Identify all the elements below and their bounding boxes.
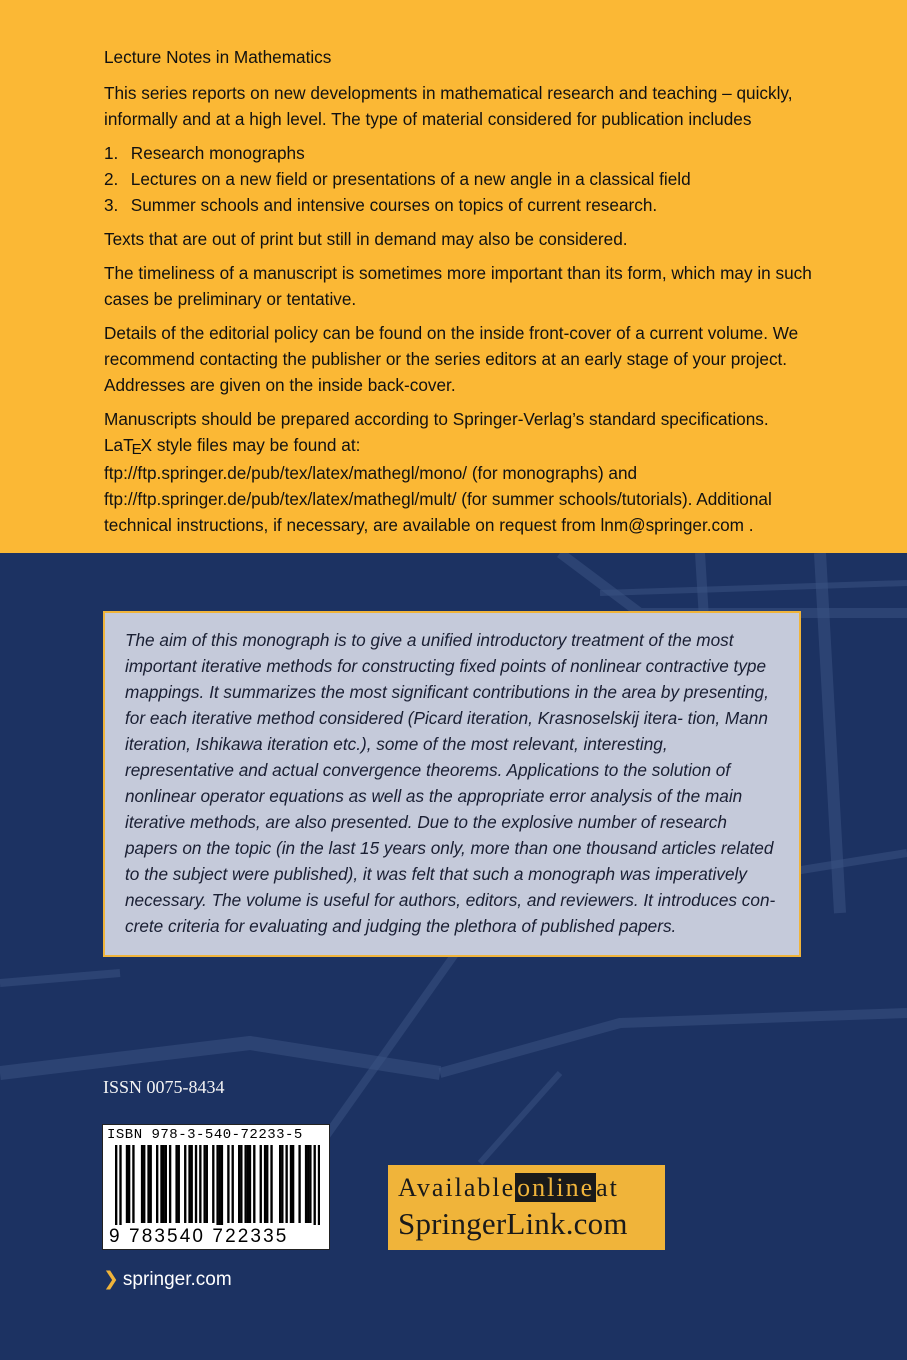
list-item	[104, 192, 824, 218]
out-of-print-paragraph: Texts that are out of print but still in demand may also be considered.	[104, 229, 628, 249]
list-item	[104, 166, 824, 192]
springerlink-url[interactable]: SpringerLink.com	[398, 1206, 628, 1241]
manuscripts-line2: style files may be found at:	[152, 435, 361, 455]
list-item-text: Lectures on a new field or presentations of a new angle in a classical field	[130, 169, 691, 189]
list-item	[104, 140, 824, 166]
list-item-text: Summer schools and intensive courses on topics of current research.	[130, 195, 658, 215]
isbn-label: ISBN 978-3-540-72233-5	[107, 1127, 303, 1143]
latex-logo: LaTEX	[104, 435, 153, 458]
chevron-right-icon: ❯	[103, 1269, 119, 1290]
manuscripts-paragraph	[104, 406, 824, 538]
cover-top-section	[0, 0, 907, 553]
editorial-policy-paragraph: Details of the editorial policy can be found on the inside front-cover of a current volume. We recommend contacting the publisher or the series editors at an early stage of your project. Addresses are given on the inside back-cover.	[104, 323, 799, 395]
available-online-badge	[388, 1165, 665, 1250]
ftp-mult-link[interactable]: ftp://ftp.springer.de/pub/tex/latex/mathegl/mult/ (for summer schools/tutorials). Additional technical instructions, if necessary, are available on request from lnm@springer.com .	[104, 489, 772, 535]
series-description	[104, 44, 824, 546]
online-highlight: online	[517, 1173, 595, 1202]
ftp-mono-link[interactable]: ftp://ftp.springer.de/pub/tex/latex/mathegl/mono/ (for monographs) and	[104, 463, 638, 483]
intro-paragraph: This series reports on new developments in mathematical research and teaching – quickly, informally and at a high level. The type of material considered for publication includes	[104, 83, 793, 129]
abstract-text: The aim of this monograph is to give a unified introductory treatment of the most important iterative methods for constructing fixed points of nonlinear contractive type mappings. It summarizes the most significant contributions in the area by presenting, for each iterative method considered (Picard iteration, Krasnoselskij itera- tion, Mann iteration, Ishikawa iteration etc.), some of the most relevant, interesting, representative and actual convergence theorems. Applications to the solution of nonlinear operator equations as well as the appropriate error analysis of the main iterative methods, are also presented. Due to the explosive number of research papers on the topic (in the last 15 years only, more than one thousand articles related to the subject were published), it was felt that such a monograph was imperatively necessary. The volume is useful for authors, editors, and reviewers. It introduces con- crete criteria for evaluating and judging the plethora of published papers.	[125, 630, 776, 936]
abstract-box	[103, 611, 801, 957]
series-title: Lecture Notes in Mathematics	[104, 47, 332, 67]
list-item-text: Research monographs	[130, 143, 305, 163]
list-item-number: 3.	[104, 195, 119, 215]
barcode-digits: 9 783540 722335	[109, 1226, 289, 1247]
springer-url[interactable]: springer.com	[122, 1269, 232, 1290]
list-item-number: 1.	[104, 143, 119, 163]
publication-types-list	[104, 140, 824, 218]
barcode-bars	[115, 1145, 320, 1225]
manuscripts-line1: Manuscripts should be prepared according to Springer-Verlag’s standard specifications.	[104, 409, 769, 429]
isbn-barcode	[102, 1124, 330, 1250]
issn: ISSN 0075-8434	[103, 1077, 225, 1097]
available-online-line: Availableonlineat	[398, 1173, 619, 1202]
list-item-number: 2.	[104, 169, 119, 189]
timeliness-paragraph: The timeliness of a manuscript is sometimes more important than its form, which may in such cases be preliminary or tentative.	[104, 263, 812, 309]
springer-website-link[interactable]	[103, 1268, 232, 1291]
